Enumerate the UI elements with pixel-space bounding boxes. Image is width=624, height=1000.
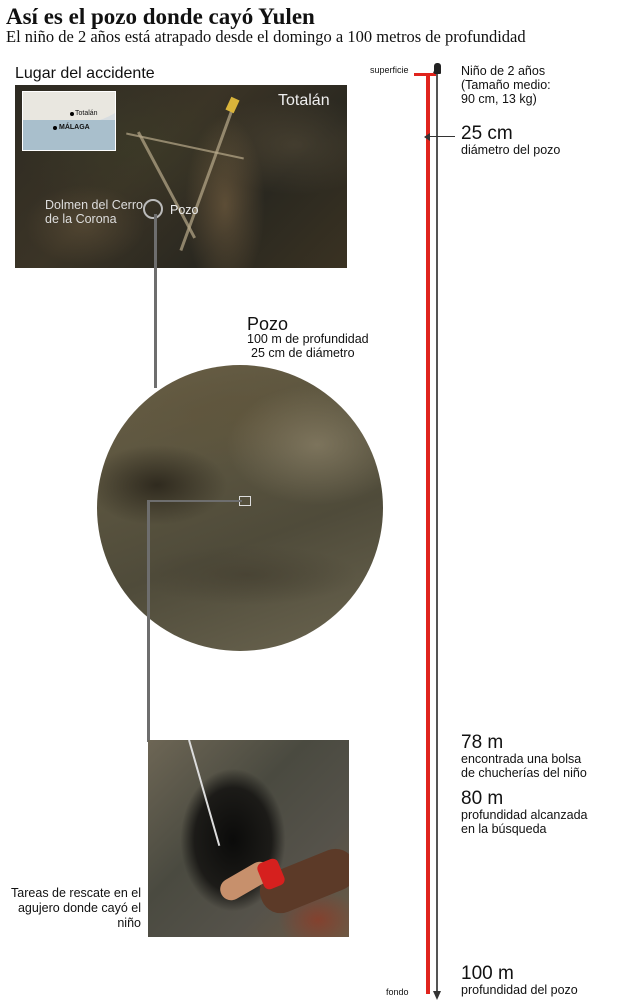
depth-marker-value: 78 m (461, 732, 504, 753)
well-detail-title: Pozo (247, 314, 289, 334)
building-marker (225, 97, 239, 113)
child-figure-icon (434, 63, 441, 74)
diameter-pointer-icon (424, 133, 430, 141)
zoom-to-photo-vertical (147, 500, 150, 742)
well-depth-line (426, 74, 430, 994)
page-subtitle: El niño de 2 años está atrapado desde el domingo a 100 metros de profundidad (6, 27, 526, 46)
diameter-value: 25 cm (461, 123, 513, 144)
inset-city-label: MÁLAGA (59, 124, 90, 131)
well-detail-info (247, 332, 369, 360)
accident-location-label: Lugar del accidente (15, 65, 155, 82)
page-title: Así es el pozo donde cayó Yulen (6, 4, 315, 29)
zoomed-aerial-view (97, 365, 383, 651)
bottom-label: fondo (386, 987, 409, 997)
depth-marker-line1: encontrada una bolsa (461, 752, 582, 766)
rescue-photo-caption: Tareas de rescate en el agujero donde cayó el niño (11, 886, 141, 930)
well-location-circle (143, 199, 163, 219)
well-diameter-text: 25 cm de diámetro (251, 346, 355, 360)
child-info-line1: Niño de 2 años (461, 64, 546, 78)
arrow-down-icon (433, 991, 441, 1000)
depth-axis-line (436, 74, 438, 994)
diameter-pointer-line (428, 136, 455, 137)
rescue-photo (148, 740, 349, 937)
well-surface-cap (414, 73, 436, 76)
zoom-to-photo-horizontal (148, 500, 242, 502)
depth-marker-line2: de chucherías del niño (461, 766, 587, 780)
satellite-map (15, 85, 347, 268)
depth-marker-line1: profundidad del pozo (461, 983, 578, 997)
depth-marker-line1: profundidad alcanzada (461, 808, 588, 822)
map-well-label: Pozo (170, 203, 199, 217)
depth-marker-value: 100 m (461, 963, 514, 984)
inset-town-label: Totalán (75, 110, 98, 117)
location-inset-map (22, 91, 116, 151)
map-to-zoom-connector (154, 214, 157, 388)
child-info-line3: 90 cm, 13 kg) (461, 92, 537, 106)
map-dolmen-label: Dolmen del Cerro de la Corona (45, 198, 143, 226)
map-town-label: Totalán (278, 92, 330, 109)
well-depth-text: 100 m de profundidad (247, 332, 369, 346)
depth-marker-line2: en la búsqueda (461, 822, 547, 836)
surface-label: superficie (370, 65, 409, 75)
diameter-text: diámetro del pozo (461, 143, 561, 157)
child-info-line2: (Tamaño medio: (461, 78, 551, 92)
depth-marker-value: 80 m (461, 788, 504, 809)
child-info (461, 64, 601, 106)
